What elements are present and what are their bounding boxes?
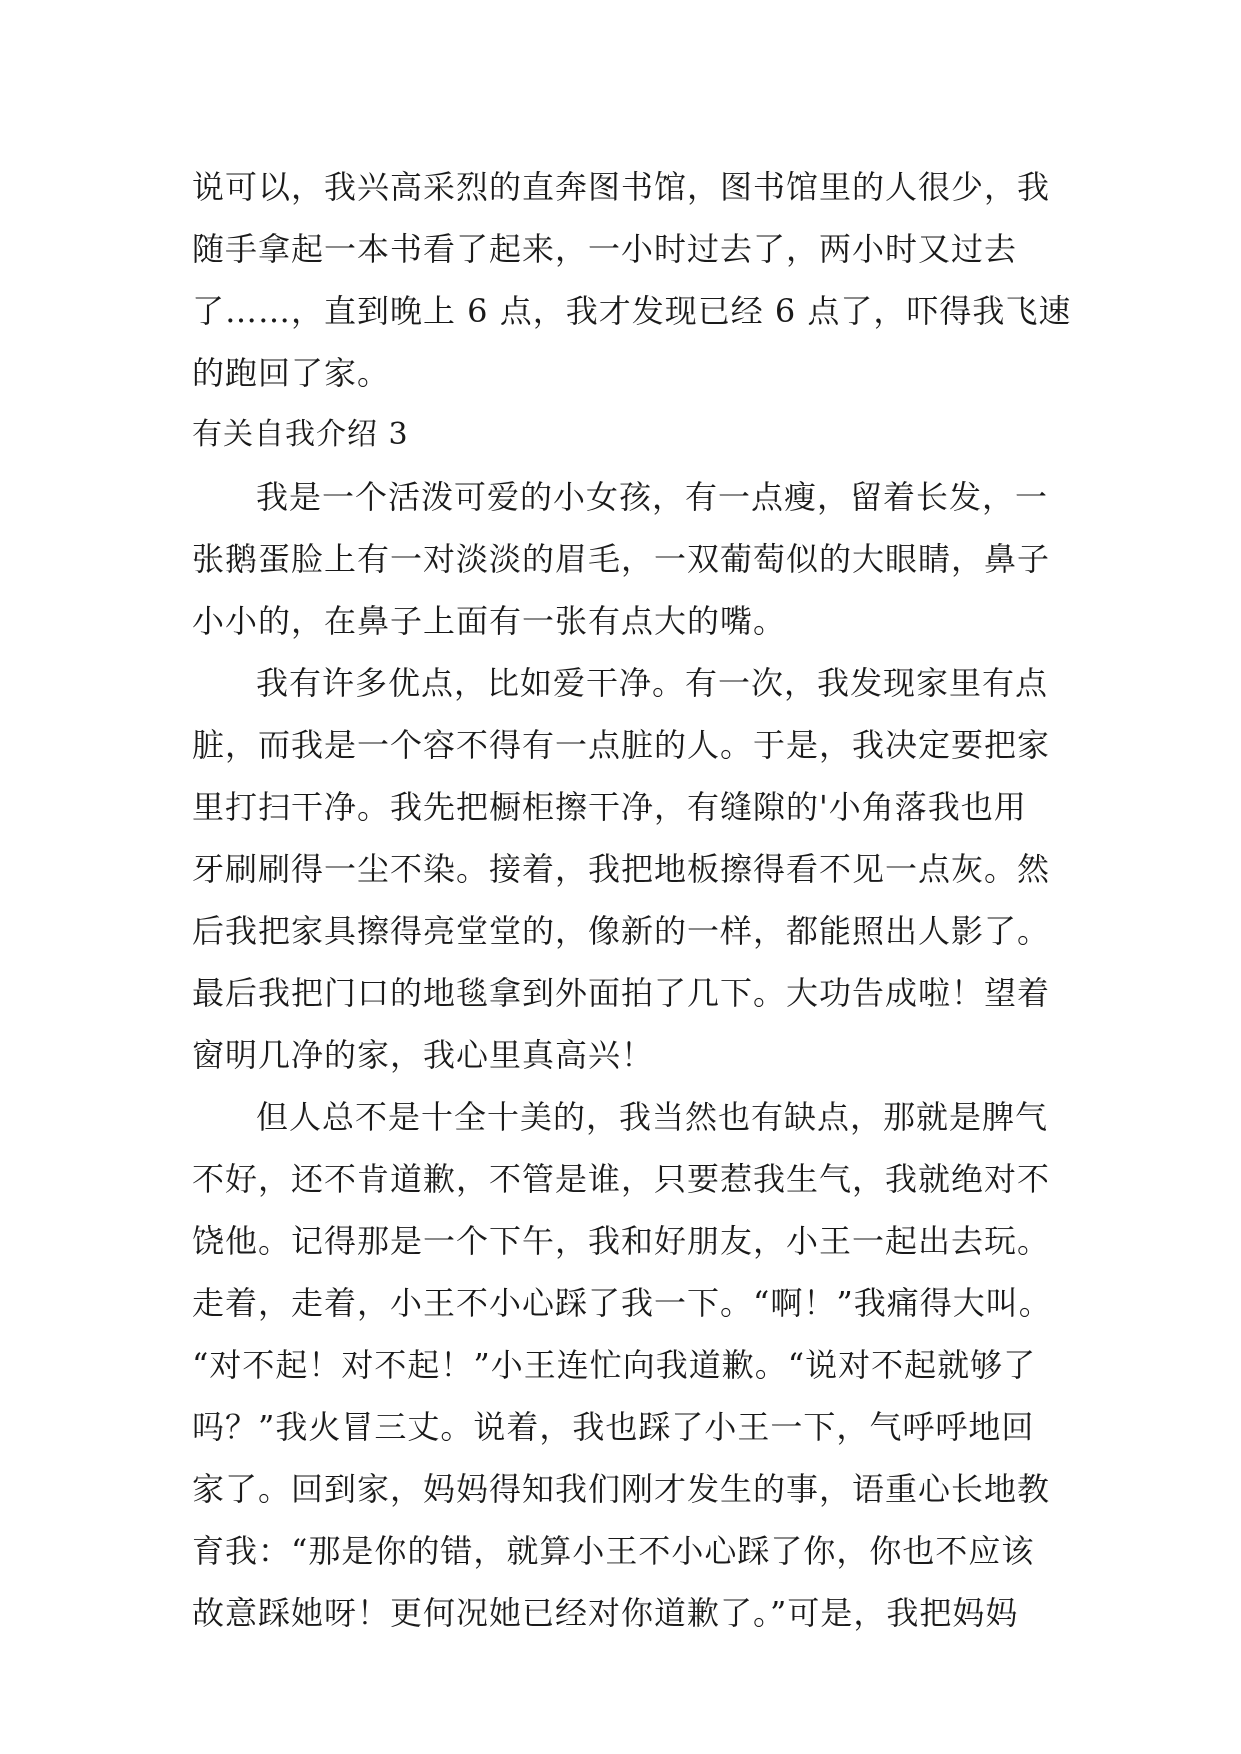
text-line: 说可以，我兴高采烈的直奔图书馆，图书馆里的人很少，我 — [192, 168, 1051, 206]
text-line: 饶他。记得那是一个下午，我和好朋友，小王一起出去玩。 — [192, 1222, 1051, 1260]
paragraph-first-line: 但人总不是十全十美的，我当然也有缺点，那就是脾气 — [256, 1098, 1049, 1136]
section-heading: 有关自我介绍 3 — [192, 417, 409, 452]
text-line: 后我把家具擦得亮堂堂的，像新的一样，都能照出人影了。 — [192, 912, 1051, 950]
text-line: 育我：“那是你的错，就算小王不小心踩了你，你也不应该 — [192, 1532, 1035, 1570]
paragraph-first-line: 我是一个活泼可爱的小女孩，有一点瘦，留着长发，一 — [256, 478, 1049, 516]
text-line: 张鹅蛋脸上有一对淡淡的眉毛，一双葡萄似的大眼睛，鼻子 — [192, 540, 1051, 578]
text-line: 吗？”我火冒三丈。说着，我也踩了小王一下，气呼呼地回 — [192, 1408, 1035, 1446]
text-line: 脏，而我是一个容不得有一点脏的人。于是，我决定要把家 — [192, 726, 1051, 764]
document-body — [192, 156, 1072, 1644]
text-line: 窗明几净的家，我心里真高兴！ — [192, 1036, 655, 1074]
text-line: 的跑回了家。 — [192, 354, 391, 392]
text-line: 不好，还不肯道歉，不管是谁，只要惹我生气，我就绝对不 — [192, 1160, 1051, 1198]
text-line: 随手拿起一本书看了起来，一小时过去了，两小时又过去 — [192, 230, 1018, 268]
text-line: 小小的，在鼻子上面有一张有点大的嘴。 — [192, 602, 787, 640]
paragraph-first-line: 我有许多优点，比如爱干净。有一次，我发现家里有点 — [256, 664, 1049, 702]
text-line: 牙刷刷得一尘不染。接着，我把地板擦得看不见一点灰。然 — [192, 850, 1051, 888]
text-line: 家了。回到家，妈妈得知我们刚才发生的事，语重心长地教 — [192, 1470, 1051, 1508]
text-line: 最后我把门口的地毯拿到外面拍了几下。大功告成啦！望着 — [192, 974, 1051, 1012]
text-line: 走着，走着，小王不小心踩了我一下。“啊！”我痛得大叫。 — [192, 1284, 1052, 1322]
text-line: 故意踩她呀！更何况她已经对你道歉了。”可是，我把妈妈 — [192, 1594, 1019, 1632]
text-line: “对不起！对不起！”小王连忙向我道歉。“说对不起就够了 — [192, 1346, 1037, 1384]
text-line: 了……，直到晚上 6 点，我才发现已经 6 点了，吓得我飞速 — [192, 292, 1072, 330]
text-line: 里打扫干净。我先把橱柜擦干净，有缝隙的'小角落我也用 — [192, 788, 1027, 826]
